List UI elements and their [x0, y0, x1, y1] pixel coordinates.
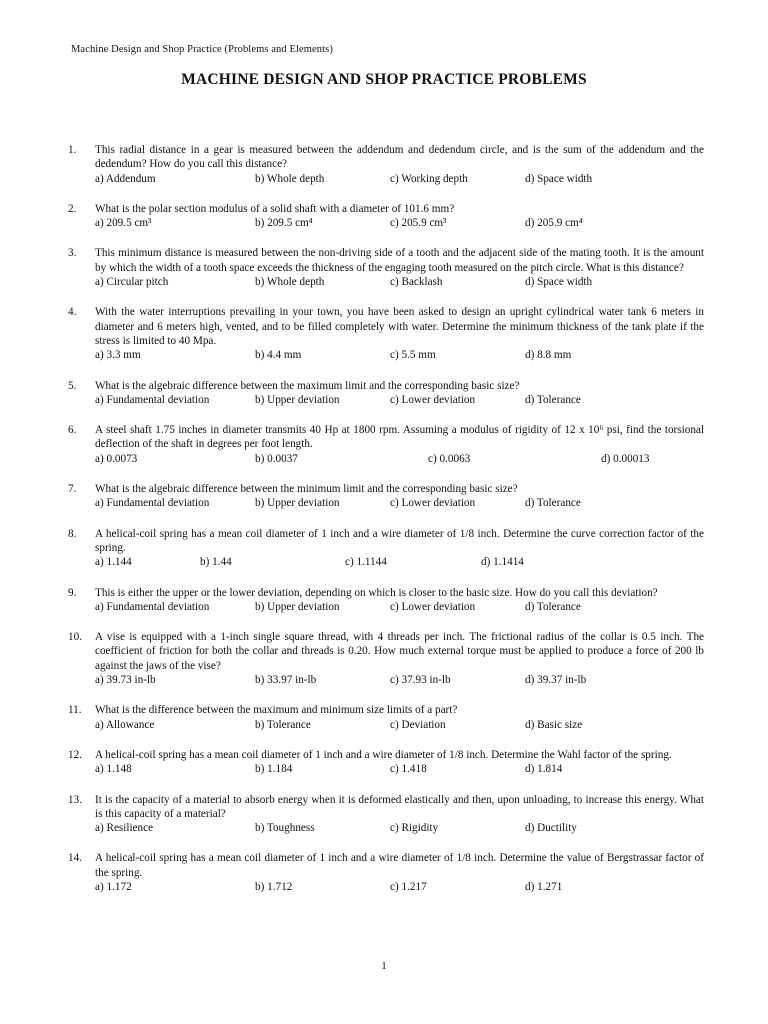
option-d: d) 1.1414 — [481, 556, 524, 569]
question-number: 4. — [68, 306, 77, 319]
question-number: 6. — [68, 424, 77, 437]
option-b: b) Whole depth — [255, 276, 325, 289]
option-a: a) Addendum — [95, 172, 156, 185]
option-b: b) 1.712 — [255, 880, 293, 893]
option-b: b) Whole depth — [255, 172, 325, 185]
question-options — [95, 452, 704, 466]
option-d: d) Tolerance — [525, 497, 581, 510]
question-text: What is the difference between the maximum and minimum size limits of a part? — [95, 704, 458, 717]
question-options — [95, 496, 704, 510]
option-c: c) 1.1144 — [345, 556, 387, 569]
question-text: A vise is equipped with a 1-inch single square thread, with 4 threads per inch. The frictional radius of the collar is 0.5 inch. The coefficient of friction for both the collar and threads is 0.20. How much external torque must be applied to produce a force of 200 lb against the jaws of the vise? — [95, 631, 704, 672]
question-number: 12. — [68, 748, 82, 761]
option-c: c) 0.0063 — [428, 452, 471, 465]
option-c: c) 205.9 cm³ — [390, 217, 447, 230]
option-a: a) 1.148 — [95, 763, 132, 776]
question-number: 2. — [68, 202, 77, 215]
option-d: d) Space width — [525, 276, 593, 289]
option-a: a) Fundamental deviation — [95, 497, 210, 510]
option-b: b) 209.5 cm⁴ — [255, 217, 313, 230]
question-options — [95, 600, 704, 614]
question-number: 10. — [68, 631, 82, 644]
question-item — [68, 748, 704, 777]
option-c: c) Deviation — [390, 718, 446, 731]
question-options — [95, 275, 704, 289]
option-b: b) Toughness — [255, 822, 315, 835]
option-b: b) 1.44 — [200, 556, 232, 569]
option-d: d) 1.271 — [525, 880, 563, 893]
question-item — [68, 527, 704, 570]
option-b: b) Tolerance — [255, 718, 311, 731]
option-c: c) Lower deviation — [390, 600, 476, 613]
question-text: A helical-coil spring has a mean coil diameter of 1 inch and a wire diameter of 1/8 inch. Determine the curve correction factor of the spring. — [95, 527, 704, 554]
option-b: b) 4.4 mm — [255, 349, 302, 362]
question-text: A helical-coil spring has a mean coil diameter of 1 inch and a wire diameter of 1/8 inch. Determine the value of Bergstrassar factor of the spring. — [95, 852, 704, 879]
option-b: b) Upper deviation — [255, 393, 340, 406]
question-text: This radial distance in a gear is measured between the addendum and dedendum circle, and is the sum of the addendum and the dedendum? How do you call this distance? — [95, 144, 704, 171]
option-d: d) Space width — [525, 172, 593, 185]
option-d: d) Basic size — [525, 718, 583, 731]
option-d: d) Ductility — [525, 822, 577, 835]
option-a: a) Fundamental deviation — [95, 600, 210, 613]
option-a: a) 0.0073 — [95, 452, 138, 465]
question-item — [68, 793, 704, 836]
running-header: Machine Design and Shop Practice (Problems and Elements) — [71, 44, 333, 55]
question-options — [95, 555, 704, 569]
option-d: d) 0.00013 — [601, 452, 650, 465]
question-item — [68, 703, 704, 732]
question-number: 7. — [68, 483, 77, 496]
question-item — [68, 482, 704, 511]
option-c: c) 1.217 — [390, 880, 427, 893]
question-options — [95, 880, 704, 894]
page-title: MACHINE DESIGN AND SHOP PRACTICE PROBLEMS — [181, 71, 587, 88]
question-text: It is the capacity of a material to absorb energy when it is deformed elastically and then, upon unloading, to increase this energy. What is this capacity of a material? — [95, 793, 704, 820]
option-a: a) Circular pitch — [95, 276, 169, 289]
option-d: d) 1.814 — [525, 763, 563, 776]
option-a: a) 3.3 mm — [95, 349, 141, 362]
question-item — [68, 851, 704, 894]
question-number: 14. — [68, 852, 82, 865]
question-item — [68, 202, 704, 231]
question-item — [68, 423, 704, 466]
question-number: 1. — [68, 144, 77, 156]
option-c: c) 1.418 — [390, 763, 427, 776]
option-a: a) 39.73 in-lb — [95, 674, 156, 687]
question-options — [95, 718, 704, 732]
question-number: 5. — [68, 379, 77, 392]
question-item — [68, 143, 704, 186]
option-d: d) Tolerance — [525, 393, 581, 406]
option-a: a) Resilience — [95, 822, 154, 835]
question-options — [95, 762, 704, 776]
question-text: With the water interruptions prevailing in your town, you have been asked to design an upright cylindrical water tank 6 meters in diameter and 6 meters high, vented, and to be filled completely with water. Determine the minimum thickness of the tank plate if the stress is limited to 40 Mpa. — [95, 306, 704, 347]
option-a: a) Allowance — [95, 718, 155, 731]
option-d: d) 39.37 in-lb — [525, 674, 587, 687]
option-c: c) Backlash — [390, 276, 443, 289]
question-options — [95, 821, 704, 835]
question-number: 3. — [68, 247, 77, 260]
option-b: b) Upper deviation — [255, 600, 340, 613]
option-a: a) 1.144 — [95, 556, 132, 569]
question-text: A steel shaft 1.75 inches in diameter transmits 40 Hp at 1800 rpm. Assuming a modulus of rigidity of 12 x 10⁶ psi, find the torsional deflection of the shaft in degrees per foot length. — [95, 424, 704, 451]
question-number: 11. — [68, 704, 82, 717]
question-text: What is the algebraic difference between the minimum limit and the corresponding basic size? — [95, 483, 518, 496]
option-a: a) 1.172 — [95, 880, 132, 893]
option-c: c) Lower deviation — [390, 497, 476, 510]
option-c: c) Rigidity — [390, 822, 439, 835]
question-options — [95, 393, 704, 407]
question-item — [68, 586, 704, 615]
option-c: c) 5.5 mm — [390, 349, 436, 362]
option-b: b) 0.0037 — [255, 452, 298, 465]
question-number: 8. — [68, 527, 77, 540]
question-item — [68, 246, 704, 289]
option-a: a) 209.5 cm³ — [95, 217, 152, 230]
question-item — [68, 379, 704, 408]
question-text: What is the algebraic difference between the maximum limit and the corresponding basic size? — [95, 379, 520, 392]
option-c: c) Working depth — [390, 172, 468, 185]
option-d: d) 8.8 mm — [525, 349, 572, 362]
question-number: 9. — [68, 586, 77, 599]
question-list — [68, 143, 704, 910]
question-text: This minimum distance is measured between the non-driving side of a tooth and the adjacent side of the mating tooth. It is the amount by which the width of a tooth space exceeds the thickness of the engaging tooth measured on the pitch circle. What is this distance? — [95, 247, 704, 274]
question-options — [95, 348, 704, 362]
option-b: b) 1.184 — [255, 763, 293, 776]
option-d: d) Tolerance — [525, 600, 581, 613]
question-text: What is the polar section modulus of a solid shaft with a diameter of 101.6 mm? — [95, 202, 455, 215]
option-b: b) Upper deviation — [255, 497, 340, 510]
option-a: a) Fundamental deviation — [95, 393, 210, 406]
option-b: b) 33.97 in-lb — [255, 674, 317, 687]
question-text: A helical-coil spring has a mean coil diameter of 1 inch and a wire diameter of 1/8 inch. Determine the Wahl factor of the spring. — [95, 748, 672, 761]
question-options — [95, 673, 704, 687]
question-item — [68, 630, 704, 687]
question-options — [95, 216, 704, 230]
option-d: d) 205.9 cm⁴ — [525, 217, 583, 230]
option-c: c) 37.93 in-lb — [390, 674, 451, 687]
page-number: 1 — [381, 960, 387, 972]
question-number: 13. — [68, 793, 82, 806]
option-c: c) Lower deviation — [390, 393, 476, 406]
question-text: This is either the upper or the lower deviation, depending on which is closer to the basic size. How do you call this deviation? — [95, 586, 658, 599]
question-item — [68, 305, 704, 362]
question-options — [95, 172, 704, 186]
